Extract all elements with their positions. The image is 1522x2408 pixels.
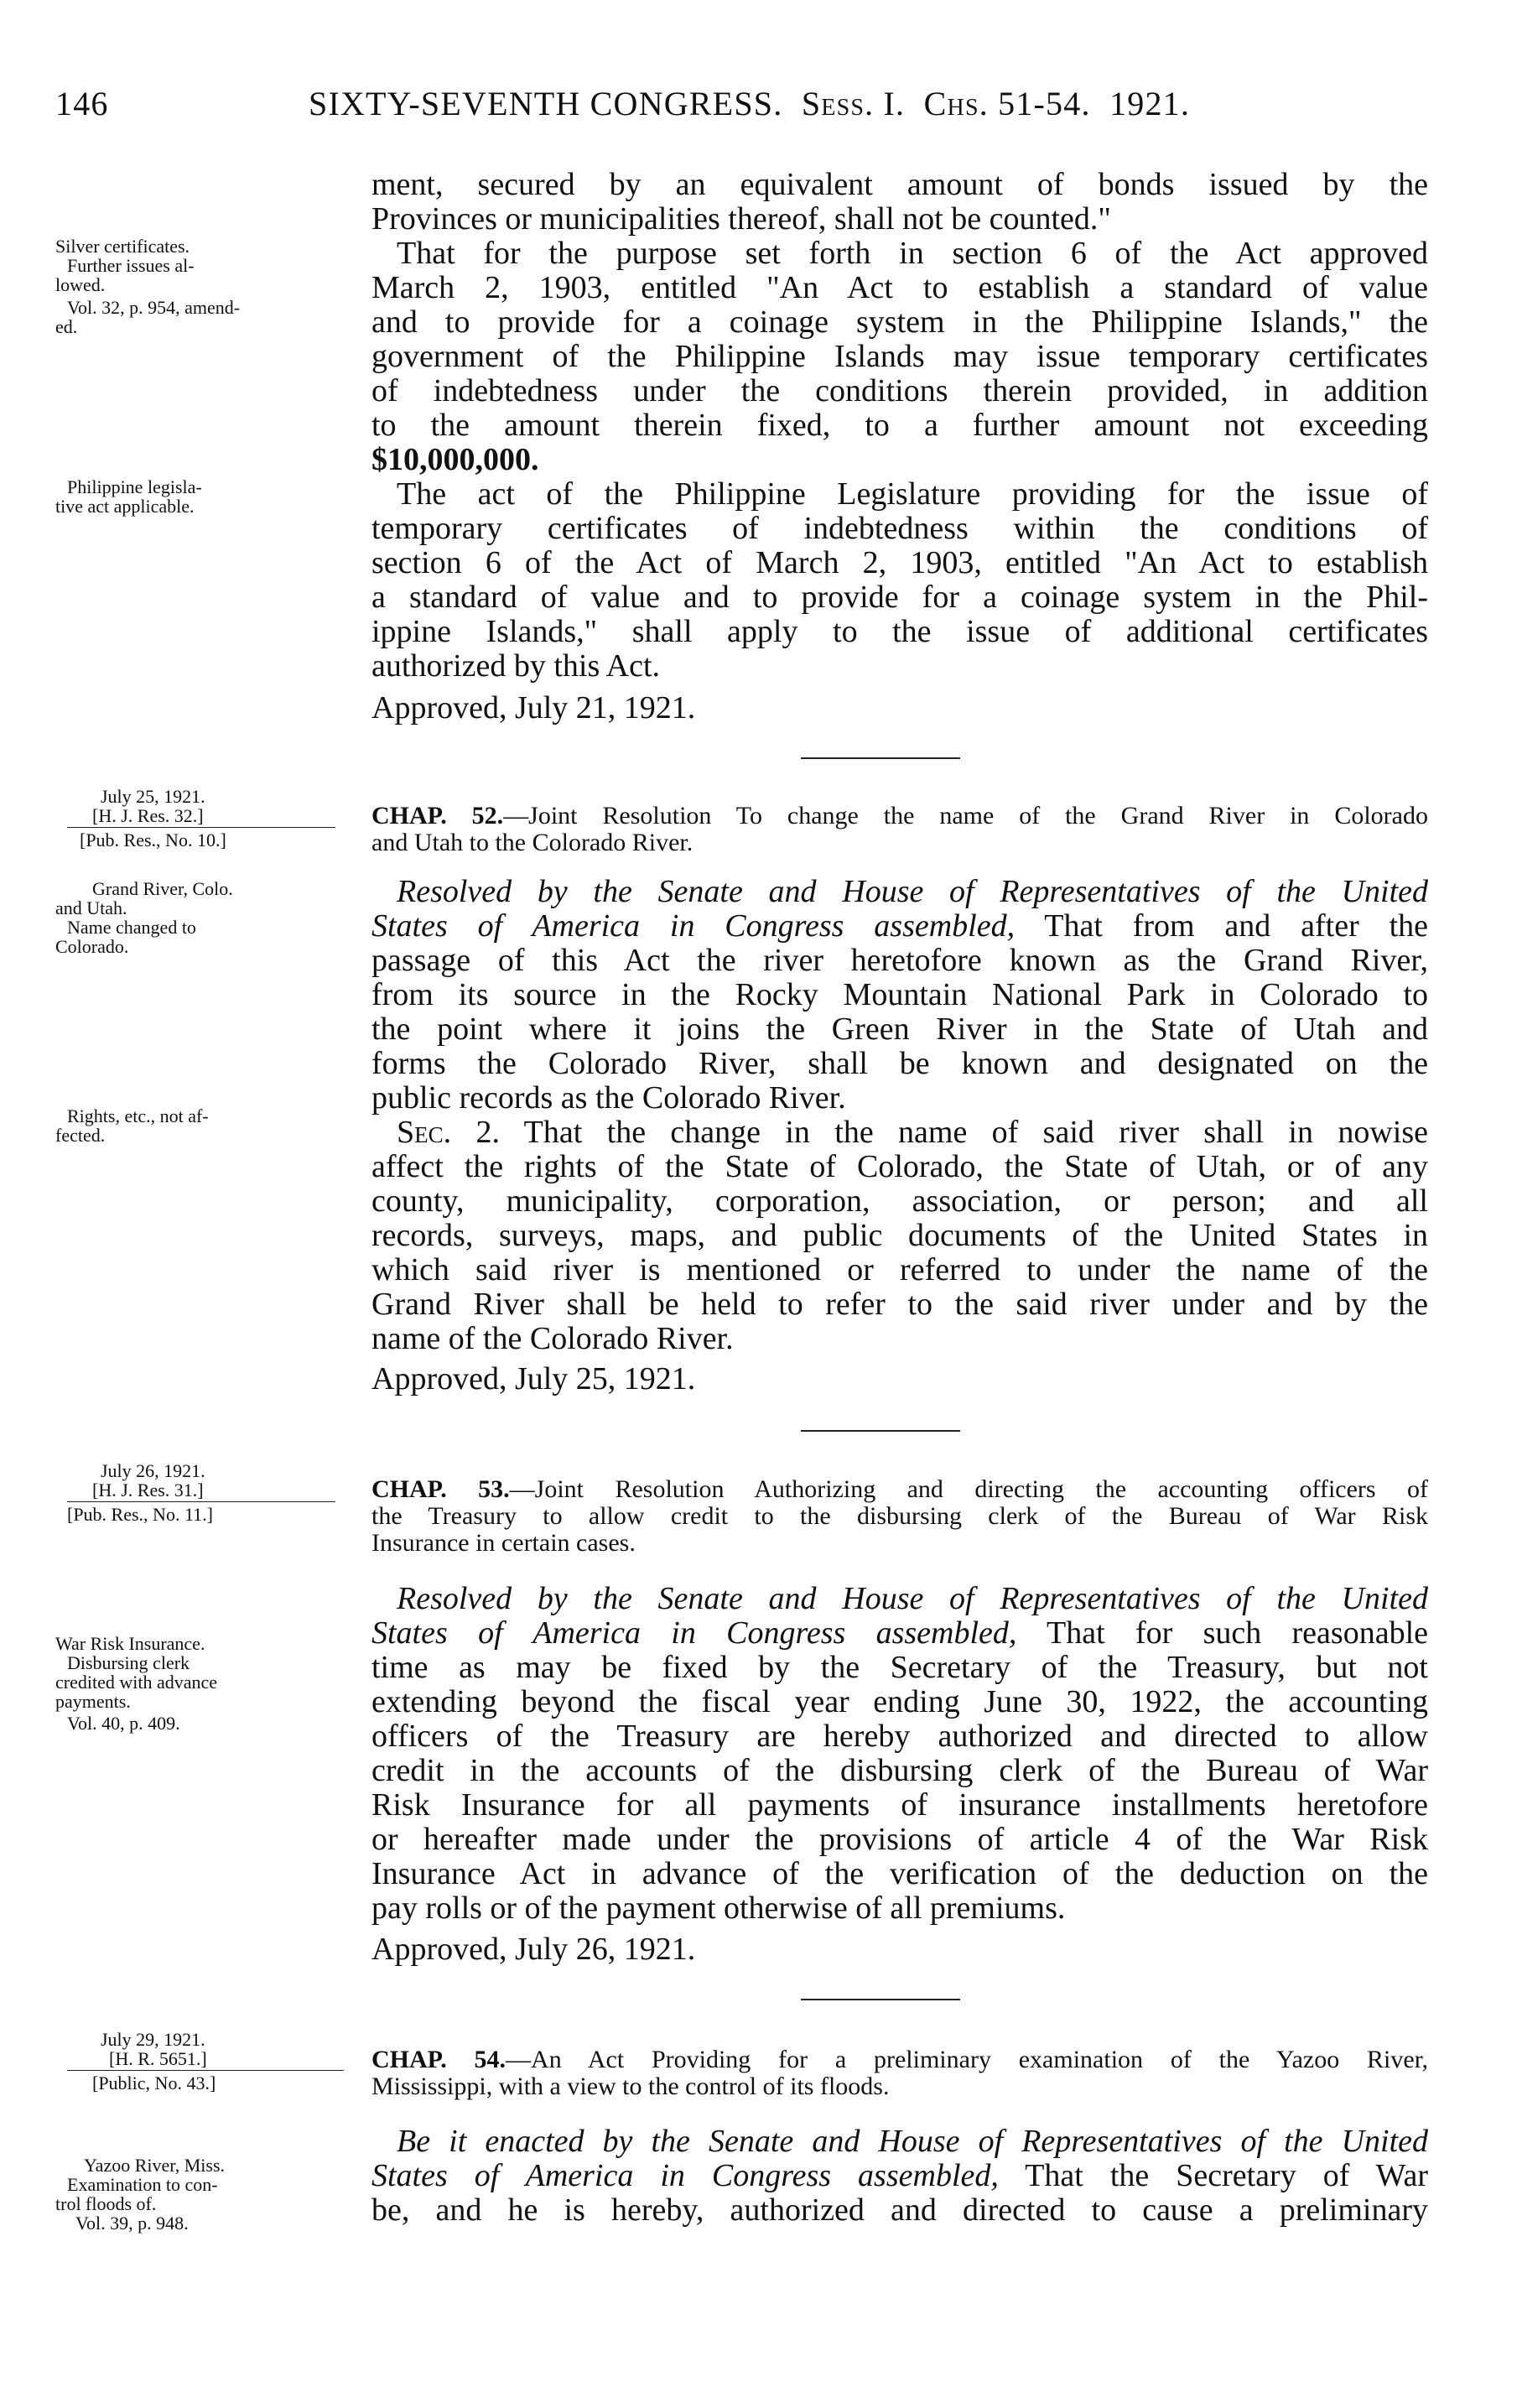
text-line: March 2, 1903, entitled "An Act to establish a standard of value bbox=[371, 270, 1428, 305]
chapter-title: —Joint Resolution Authorizing and directing the accounting officers of bbox=[509, 1475, 1428, 1503]
chapters-label: Chs. 51-54. bbox=[923, 85, 1091, 122]
chap53-heading-cont: the Treasury to allow credit to the disbursing clerk of the Bureau of War Risk bbox=[371, 1502, 1428, 1530]
margin-pub-ref: [Public, No. 43.] bbox=[92, 2073, 216, 2093]
enacting-clause bbox=[397, 2125, 1428, 2159]
text-line: Provinces or municipalities thereof, shall not be counted." bbox=[371, 201, 1111, 237]
text-line bbox=[397, 1116, 1428, 1150]
chapter-label: CHAP. 52. bbox=[371, 802, 504, 830]
margin-rule bbox=[67, 2070, 344, 2071]
chapter-label: CHAP. 54. bbox=[371, 2046, 506, 2073]
body-text: That from and after the bbox=[1044, 908, 1428, 944]
text-line: officers of the Treasury are hereby authorized and directed to allow bbox=[371, 1719, 1428, 1754]
text-line: name of the Colorado River. bbox=[371, 1321, 734, 1356]
margin-note: War Risk Insurance. bbox=[55, 1633, 205, 1654]
running-head bbox=[309, 84, 1190, 123]
approved-date: Approved, July 21, 1921. bbox=[371, 690, 696, 726]
page-number: 146 bbox=[55, 85, 109, 122]
resolved-text: Resolved by the Senate and House of Representatives of the United bbox=[397, 874, 1428, 909]
body-text: That for such reasonable bbox=[1047, 1615, 1428, 1651]
text-line: ment, secured by an equivalent amount of bonds issued by the bbox=[371, 167, 1428, 202]
resolving-clause bbox=[397, 1582, 1428, 1616]
resolved-text: Resolved by the Senate and House of Representatives of the United bbox=[397, 1581, 1428, 1616]
text-line: and to provide for a coinage system in the Philippine Islands," the bbox=[371, 304, 1428, 340]
chap53-heading bbox=[371, 1476, 1428, 1503]
margin-note: Philippine legisla- bbox=[67, 476, 202, 497]
text-line: public records as the Colorado River. bbox=[371, 1080, 846, 1116]
text-line: time as may be fixed by the Secretary of the Treasury, but not bbox=[371, 1650, 1428, 1685]
text-line bbox=[371, 2159, 1428, 2193]
margin-note: Vol. 39, p. 948. bbox=[75, 2213, 189, 2234]
enacted-text: States of America in Congress assembled, bbox=[371, 2158, 999, 2193]
text-line: Risk Insurance for all payments of insurance installments heretofore bbox=[371, 1787, 1428, 1823]
margin-date: July 25, 1921. bbox=[101, 786, 205, 807]
margin-note: Grand River, Colo. bbox=[92, 878, 233, 899]
margin-note: Name changed to bbox=[67, 917, 196, 938]
approved-date: Approved, July 26, 1921. bbox=[371, 1932, 696, 1967]
text-line: temporary certificates of indebtedness within the conditions of bbox=[371, 511, 1428, 546]
margin-note: ed. bbox=[55, 316, 78, 337]
text-line: That for the purpose set forth in section 6 of the Act approved bbox=[397, 236, 1428, 271]
text-line: of indebtedness under the conditions therein provided, in addition bbox=[371, 373, 1428, 408]
congress-title: SIXTY-SEVENTH CONGRESS. bbox=[309, 85, 783, 122]
margin-note: payments. bbox=[55, 1691, 131, 1712]
text-line: affect the rights of the State of Colorado, the State of Utah, or of any bbox=[371, 1149, 1428, 1184]
text-line: forms the Colorado River, shall be known and designated on the bbox=[371, 1046, 1428, 1081]
section-label: Sec. 2. bbox=[397, 1115, 500, 1150]
text-line: Insurance Act in advance of the verification of the deduction on the bbox=[371, 1856, 1428, 1891]
enacted-text: Be it enacted by the Senate and House of Representatives of the United bbox=[397, 2124, 1428, 2159]
approved-date: Approved, July 25, 1921. bbox=[371, 1361, 696, 1396]
margin-note: Examination to con- bbox=[67, 2174, 218, 2195]
margin-note: Vol. 32, p. 954, amend- bbox=[67, 297, 241, 318]
header-year: 1921. bbox=[1109, 85, 1191, 122]
margin-note: Rights, etc., not af- bbox=[67, 1105, 209, 1126]
margin-rule bbox=[67, 827, 335, 828]
text-line: pay rolls or of the payment otherwise of all premiums. bbox=[371, 1891, 1066, 1926]
text-line: extending beyond the fiscal year ending June 30, 1922, the accounting bbox=[371, 1684, 1428, 1719]
margin-date: July 26, 1921. bbox=[101, 1460, 205, 1481]
text-line: $10,000,000. bbox=[371, 442, 539, 477]
text-line: ippine Islands," shall apply to the issue of additional certificates bbox=[371, 614, 1428, 649]
margin-note: Vol. 40, p. 409. bbox=[67, 1713, 180, 1734]
chapter-title: —An Act Providing for a preliminary examination of the Yazoo River, bbox=[506, 2046, 1428, 2073]
chapter-title: —Joint Resolution To change the name of the Grand River in Colorado bbox=[503, 802, 1428, 830]
margin-date: July 29, 1921. bbox=[101, 2029, 205, 2050]
chap52-heading-cont: and Utah to the Colorado River. bbox=[371, 829, 693, 856]
text-line: to the amount therein fixed, to a further amount not exceeding bbox=[371, 408, 1428, 443]
text-line: credit in the accounts of the disbursing clerk of the Bureau of War bbox=[371, 1753, 1428, 1788]
margin-rule bbox=[67, 1501, 335, 1502]
text-line: or hereafter made under the provisions of article 4 of the War Risk bbox=[371, 1822, 1428, 1857]
margin-note: fected. bbox=[55, 1125, 106, 1146]
margin-note: trol floods of. bbox=[55, 2193, 157, 2214]
chap52-heading bbox=[371, 803, 1428, 830]
resolved-text: States of America in Congress assembled, bbox=[371, 1615, 1017, 1651]
text-line bbox=[371, 909, 1428, 944]
section-rule bbox=[801, 1999, 960, 2000]
text-line: passage of this Act the river heretofore known as the Grand River, bbox=[371, 943, 1428, 978]
margin-note: Colorado. bbox=[55, 936, 129, 957]
text-line: from its source in the Rocky Mountain National Park in Colorado to bbox=[371, 977, 1428, 1012]
chap54-heading-cont: Mississippi, with a view to the control of its floods. bbox=[371, 2073, 890, 2100]
text-line bbox=[371, 1616, 1428, 1651]
margin-note: Further issues al- bbox=[67, 255, 195, 276]
margin-bill-ref: [H. J. Res. 31.] bbox=[92, 1480, 204, 1500]
section-rule bbox=[801, 757, 960, 759]
chap53-heading-cont: Insurance in certain cases. bbox=[371, 1529, 636, 1557]
margin-note: lowed. bbox=[55, 274, 106, 295]
margin-pub-ref: [Pub. Res., No. 11.] bbox=[67, 1504, 213, 1525]
margin-note: credited with advance bbox=[55, 1672, 218, 1693]
text-line: The act of the Philippine Legislature providing for the issue of bbox=[397, 476, 1428, 512]
margin-note: and Utah. bbox=[55, 897, 127, 918]
chap54-heading bbox=[371, 2047, 1428, 2073]
text-line: county, municipality, corporation, association, or person; and all bbox=[371, 1183, 1428, 1219]
text-line: the point where it joins the Green River in the State of Utah and bbox=[371, 1012, 1428, 1047]
session-label: Sess. I. bbox=[801, 85, 906, 122]
margin-note: Silver certificates. bbox=[55, 236, 190, 257]
body-text: That the Secretary of War bbox=[1025, 2158, 1428, 2193]
text-line: government of the Philippine Islands may issue temporary certificates bbox=[371, 339, 1428, 374]
text-line: authorized by this Act. bbox=[371, 648, 661, 684]
resolved-text: States of America in Congress assembled, bbox=[371, 908, 1016, 944]
margin-pub-ref: [Pub. Res., No. 10.] bbox=[80, 830, 226, 850]
margin-bill-ref: [H. J. Res. 32.] bbox=[92, 805, 204, 826]
text-line: section 6 of the Act of March 2, 1903, entitled "An Act to establish bbox=[371, 545, 1428, 580]
text-line: Grand River shall be held to refer to the said river under and by the bbox=[371, 1287, 1428, 1322]
text-line: which said river is mentioned or referred to under the name of the bbox=[371, 1252, 1428, 1287]
chapter-label: CHAP. 53. bbox=[371, 1475, 510, 1503]
margin-note: Disbursing clerk bbox=[67, 1652, 190, 1673]
text-line: records, surveys, maps, and public documents of the United States in bbox=[371, 1218, 1428, 1253]
margin-note: tive act applicable. bbox=[55, 496, 195, 517]
margin-bill-ref: [H. R. 5651.] bbox=[109, 2048, 207, 2069]
text-line: be, and he is hereby, authorized and directed to cause a preliminary bbox=[371, 2192, 1428, 2228]
resolving-clause bbox=[397, 875, 1428, 909]
body-text: That the change in the name of said river shall in nowise bbox=[523, 1115, 1428, 1150]
section-rule bbox=[801, 1430, 960, 1432]
margin-note: Yazoo River, Miss. bbox=[84, 2155, 226, 2176]
text-line: a standard of value and to provide for a coinage system in the Phil- bbox=[371, 580, 1428, 615]
